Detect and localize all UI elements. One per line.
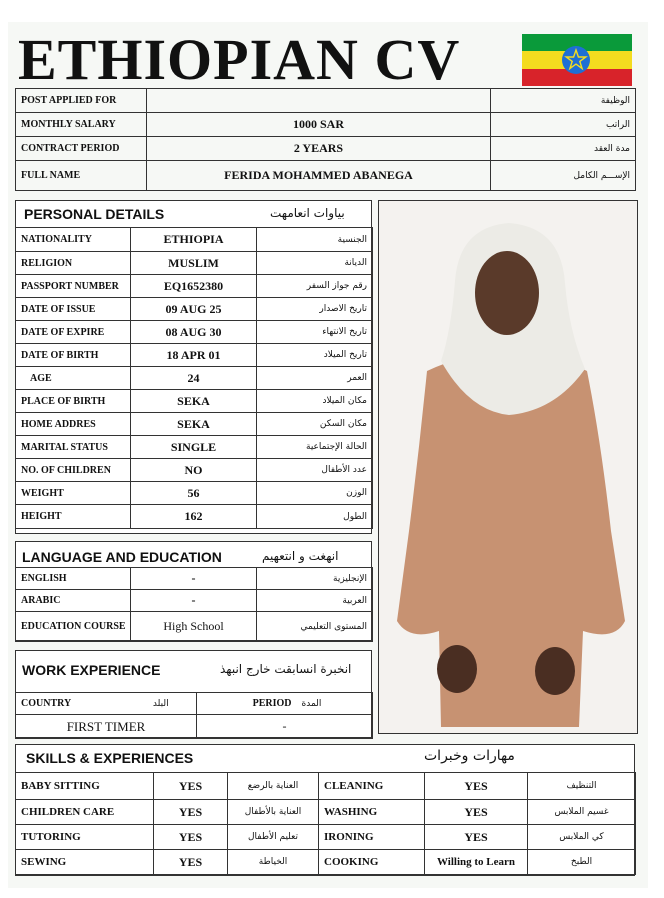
work-table — [15, 692, 373, 739]
table-row: PASSPORT NUMBER EQ1652380 رقم جواز السفر — [16, 275, 373, 298]
table-row: BABY SITTING YES العناية بالرضع CLEANING YES التنظيف — [16, 773, 636, 800]
table-row: NATIONALITY ETHIOPIA الجنسية — [16, 228, 373, 252]
personal-table — [15, 227, 373, 529]
personal-heading: PERSONAL DETAILS — [24, 206, 165, 222]
table-row: SEWING YES الخياطة COOKING Willing to Learn الطبخ — [16, 850, 636, 875]
table-row: DATE OF BIRTH 18 APR 01 تاريخ الميلاد — [16, 344, 373, 367]
row-full-name: FULL NAME FERIDA MOHAMMED ABANEGA الإســـم الكامل — [16, 161, 636, 191]
ethiopian-flag-icon — [522, 34, 632, 86]
language-heading-ar: انهغت و انتعهيم — [262, 549, 339, 563]
table-row: EDUCATION COURSE High School المستوى التعليمي — [16, 612, 373, 642]
table-row: ENGLISH - الإنجليزية — [16, 568, 373, 590]
top-info-table — [15, 88, 636, 191]
table-row: HEIGHT 162 الطول — [16, 505, 373, 529]
person-photo — [378, 200, 638, 734]
person-photo-icon — [379, 201, 637, 733]
skills-table — [15, 772, 636, 875]
work-heading-ar: انخبرة انسابقت خارج انبهذ — [220, 662, 352, 676]
table-row: RELIGION MUSLIM الديانة — [16, 252, 373, 275]
table-row: CHILDREN CARE YES العناية بالأطفال WASHING YES غسيم الملابس — [16, 800, 636, 825]
table-row: TUTORING YES تعليم الأطفال IRONING YES كي الملابس — [16, 825, 636, 850]
table-row: DATE OF EXPIRE 08 AUG 30 تاريخ الانتهاء — [16, 321, 373, 344]
table-row: FIRST TIMER - — [16, 715, 373, 739]
row-monthly-salary: MONTHLY SALARY 1000 SAR الراتب — [16, 113, 636, 137]
table-row: PLACE OF BIRTH SEKA مكان الميلاد — [16, 390, 373, 413]
table-row: COUNTRY البلد PERIOD المدة — [16, 693, 373, 715]
table-row: DATE OF ISSUE 09 AUG 25 تاريخ الاصدار — [16, 298, 373, 321]
skills-heading-ar: مهارات وخبرات — [424, 748, 515, 764]
language-heading: LANGUAGE AND EDUCATION — [22, 549, 222, 565]
table-row: ARABIC - العربية — [16, 590, 373, 612]
personal-heading-ar: بياوات انعامهت — [270, 206, 345, 220]
skills-heading: SKILLS & EXPERIENCES — [26, 750, 194, 766]
table-row: AGE 24 العمر — [16, 367, 373, 390]
language-table — [15, 567, 373, 642]
row-contract-period: CONTRACT PERIOD 2 YEARS مدة العقد — [16, 137, 636, 161]
work-heading: WORK EXPERIENCE — [22, 662, 161, 678]
table-row: MARITAL STATUS SINGLE الحالة الإجتماعية — [16, 436, 373, 459]
page-title: ETHIOPIAN CV — [18, 27, 461, 92]
row-post-applied: POST APPLIED FOR الوظيفة — [16, 89, 636, 113]
table-row: NO. OF CHILDREN NO عدد الأطفال — [16, 459, 373, 482]
table-row: HOME ADDRES SEKA مكان السكن — [16, 413, 373, 436]
table-row: WEIGHT 56 الوزن — [16, 482, 373, 505]
